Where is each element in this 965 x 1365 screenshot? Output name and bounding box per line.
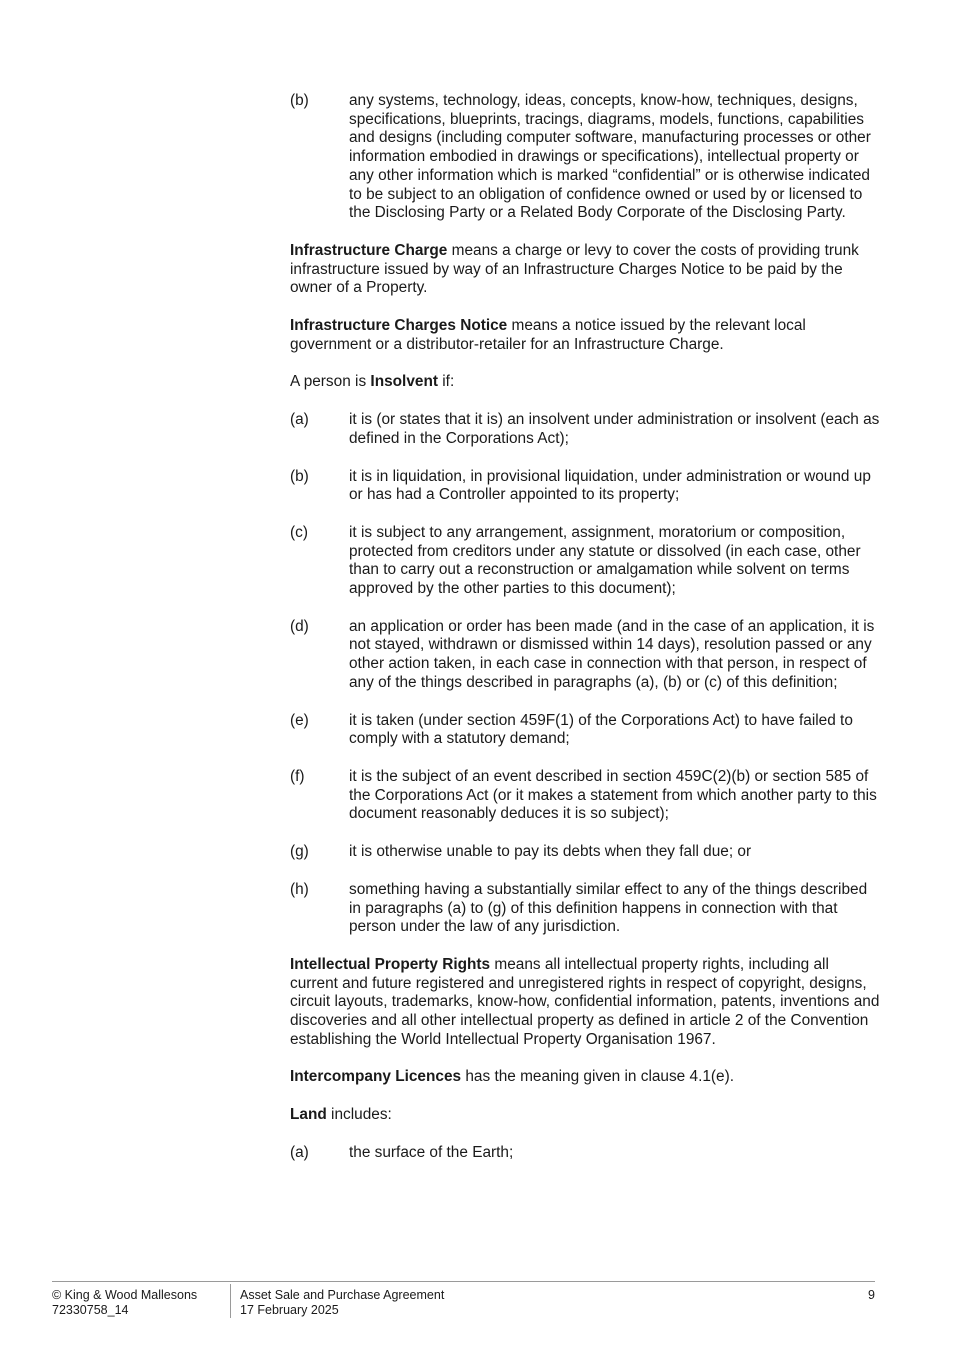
defined-term: Intercompany Licences [290,1068,462,1086]
item-label: (e) [290,711,309,729]
item-text: it is (or states that it is) an insolvent under administration or insolvent (each as defined in the Corporations Act); [349,411,880,447]
footer-doc-title: Asset Sale and Purchase Agreement [240,1288,445,1302]
item-label: (b) [290,467,309,485]
insolvent-item-f [290,768,880,824]
definition-infrastructure-charges-notice [290,317,880,354]
item-text: it is in liquidation, in provisional liquidation, under administration or wound up or has had a Controller appointed to its property; [349,467,871,504]
item-label: (b) [290,92,309,109]
item-label: (d) [290,617,309,635]
definition-text: includes: [326,1106,392,1124]
defined-term: Infrastructure Charges Notice [290,317,508,335]
footer-divider [230,1284,231,1318]
definition-prefix: A person is [290,373,371,391]
insolvent-item-h [290,881,880,937]
definition-intellectual-property-rights [290,956,880,1050]
item-text: it is subject to any arrangement, assignment, moratorium or composition, protected from creditors under any statute or dissolved (in each case, other than to carry out a reconstruction or amalgamation while solvent on terms approved by the other parties to this document); [349,523,861,598]
item-label: (c) [290,523,308,541]
item-label: (h) [290,880,309,898]
item-text: something having a substantially similar effect to any of the things described in paragraphs (a) to (g) of this definition happens in connection with that person under the law of any jurisdiction. [349,880,868,936]
page-number: 9 [868,1288,875,1302]
insolvent-item-e [290,712,880,749]
definition-infrastructure-charge [290,242,880,298]
insolvent-item-b [290,468,880,505]
item-text: it is the subject of an event described in section 459C(2)(b) or section 585 of the Corporations Act (or it makes a statement from which another party to this document reasonably deduces it is so subject); [349,767,877,823]
item-text: it is otherwise unable to pay its debts when they fall due; or [349,843,752,861]
item-label: (a) [290,1143,309,1161]
footer-middle [240,1288,740,1318]
definition-land [290,1106,880,1125]
defined-term: Intellectual Property Rights [290,955,491,973]
definition-text: means a charge or levy to cover the costs of providing trunk infrastructure issued by way of an Infrastructure Charges Notice to be paid by the owner of a Property. [290,241,859,297]
definition-text: means all intellectual property rights, including all current and future registered and unregistered rights in respect of copyright, designs, circuit layouts, trademarks, know-how, confidential information, patents, inventions and discoveries and all other intellectual property as defined in article 2 of the Convention establishing the World Intellectual Property Organisation 1967. [290,955,880,1048]
definition-insolvent [290,373,880,392]
item-text: it is taken (under section 459F(1) of the Corporations Act) to have failed to comply with a statutory demand; [349,711,853,748]
insolvent-item-g [290,843,880,862]
item-text: the surface of the Earth; [349,1143,514,1161]
footer-firm: © King & Wood Mallesons [52,1288,198,1302]
page-footer [52,1281,875,1317]
footer-date: 17 February 2025 [240,1303,339,1317]
item-text: an application or order has been made (and in the case of an application, it is not stayed, withdrawn or dismissed within 14 days), resolution passed or any other action taken, in each case in connection with that person, in respect of any of the things described in paragraphs (a), (b) or (c) of this definition; [349,617,875,691]
defined-term: Land [290,1106,327,1124]
definition-text: has the meaning given in clause 4.1(e). [461,1068,734,1086]
document-body [290,92,880,1182]
defined-term: Insolvent [370,373,438,391]
definition-text: means a notice issued by the relevant local government or a distributor-retailer for an Infrastructure Charge. [290,317,806,353]
insolvent-item-c [290,524,880,599]
definition-intercompany-licences [290,1068,880,1087]
insolvent-item-d [290,618,880,693]
item-label: (f) [290,767,305,785]
footer-left [52,1288,228,1318]
land-item-a [290,1144,880,1163]
definition-suffix: if: [437,373,455,391]
confidential-info-item-b [290,92,880,223]
item-text: any systems, technology, ideas, concepts, know-how, techniques, designs, specifications, blueprints, tracings, diagrams, models, functions, capabilities and designs (including computer software, manufacturing processes or other information embodied in drawings or specifications), intellectual property or any other information which is marked “confidential” or is otherwise indicated to be subject to an obligation of confidence owned or used by or licensed to the Disclosing Party or a Related Body Corporate of the Disclosing Party. [349,92,871,222]
item-label: (a) [290,411,309,429]
insolvent-item-a [290,411,880,448]
footer-doc-number: 72330758_14 [52,1303,129,1317]
defined-term: Infrastructure Charge [290,241,448,259]
item-label: (g) [290,843,309,861]
